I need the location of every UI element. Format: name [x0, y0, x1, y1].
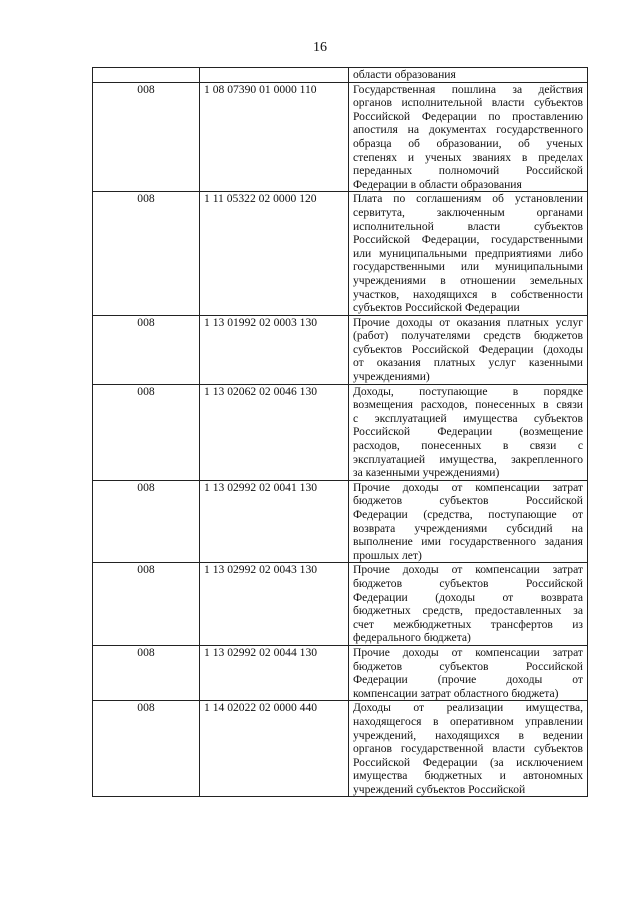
name-line: выполнение ими государственного задания [353, 535, 583, 549]
revenue-name-cell [349, 82, 588, 192]
admin-code-cell: 008 [93, 645, 200, 700]
revenue-name-cell [349, 68, 588, 83]
admin-code-cell: 008 [93, 192, 200, 315]
name-line: возврата учреждениями субсидий на [353, 521, 583, 535]
name-line: учреждений, находящихся в ведении [353, 728, 583, 742]
name-line: счет межбюджетных трансфертов из [353, 617, 583, 631]
name-line: находящегося в оперативном управлении [353, 714, 583, 728]
revenue-code-cell: 1 13 02062 02 0046 130 [200, 384, 349, 480]
admin-code-cell: 008 [93, 384, 200, 480]
name-line: бюджетных средств, предоставленных за [353, 604, 583, 618]
name-line: учреждениями в отношении земельных [353, 273, 583, 287]
name-line: Прочие доходы от компенсации затрат [353, 480, 583, 494]
name-line: с эксплуатацией имущества субъектов [353, 411, 583, 425]
name-line: Федерации (доходы от возврата [353, 590, 583, 604]
name-line: переданных полномочий Российской [353, 164, 583, 178]
admin-code-cell: 008 [93, 315, 200, 384]
table-row [93, 480, 588, 563]
admin-code-cell: 008 [93, 480, 200, 563]
name-line: расходов, понесенных в связи с [353, 439, 583, 453]
name-line: от оказания платных услуг казенными [353, 356, 583, 370]
table-row [93, 192, 588, 315]
table-body [93, 68, 588, 797]
name-line: учреждениями) [353, 370, 430, 384]
admin-code-cell: 008 [93, 563, 200, 646]
table-row [93, 645, 588, 700]
table-row [93, 701, 588, 797]
name-line: исполнительной власти субъектов [353, 219, 583, 233]
revenue-code-cell: 1 14 02022 02 0000 440 [200, 701, 349, 797]
name-line: Прочие доходы от оказания платных услуг [353, 315, 583, 329]
name-line: бюджетов субъектов Российской [353, 659, 583, 673]
name-line: субъектов Российской Федерации [353, 301, 520, 315]
name-line: Доходы от реализации имущества, [353, 701, 583, 715]
revenue-code-cell: 1 13 02992 02 0044 130 [200, 645, 349, 700]
name-line: участков, находящихся в собственности [353, 287, 583, 301]
table-row [93, 563, 588, 646]
name-line: Прочие доходы от компенсации затрат [353, 563, 583, 577]
revenue-name-cell [349, 701, 588, 797]
revenue-code-cell: 1 08 07390 01 0000 110 [200, 82, 349, 192]
name-line: Российской Федерации (за исключением [353, 755, 583, 769]
revenue-code-cell: 1 13 02992 02 0041 130 [200, 480, 349, 563]
name-line: бюджетов субъектов Российской [353, 576, 583, 590]
page-number: 16 [313, 40, 327, 55]
name-line: Российской Федерации (возмещение [353, 425, 583, 439]
revenue-name-cell [349, 563, 588, 646]
name-line: государственными или муниципальными [353, 260, 583, 274]
name-line: органов исполнительной власти субъектов [353, 96, 583, 110]
revenue-name-cell [349, 480, 588, 563]
revenue-code-cell: 1 11 05322 02 0000 120 [200, 192, 349, 315]
table-row [93, 384, 588, 480]
name-line: (работ) получателями средств бюджетов [353, 329, 583, 343]
name-line: федерального бюджета) [353, 631, 471, 645]
revenue-code-cell [200, 68, 349, 83]
name-line: или муниципальными предприятиями либо [353, 246, 583, 260]
name-line: сервитута, заключенным органами [353, 205, 583, 219]
table-row [93, 68, 588, 83]
revenue-codes-table [92, 67, 588, 797]
revenue-code-cell: 1 13 02992 02 0043 130 [200, 563, 349, 646]
name-line: Федерации в области образования [353, 177, 522, 191]
name-line: Российской Федерации, государственными [353, 233, 583, 247]
name-line: области образования [353, 68, 456, 81]
revenue-name-cell [349, 384, 588, 480]
name-line: учреждений субъектов Российской [353, 782, 526, 796]
name-line: Федерации (средства, поступающие от [353, 508, 583, 521]
name-line: образца об образовании, об ученых [353, 136, 583, 150]
name-line: Российской Федерации по проставлению [353, 109, 583, 123]
revenue-code-cell: 1 13 01992 02 0003 130 [200, 315, 349, 384]
name-line: Прочие доходы от компенсации затрат [353, 645, 583, 659]
table-row [93, 315, 588, 384]
name-line: эксплуатацией имущества, закрепленного [353, 452, 583, 466]
name-line: возмещения расходов, понесенных в связи [353, 398, 583, 412]
name-line: за казенными учреждениями) [353, 466, 500, 480]
name-line: субъектов Российской Федерации (доходы [353, 342, 583, 356]
revenue-name-cell [349, 645, 588, 700]
name-line: Доходы, поступающие в порядке [353, 384, 583, 398]
name-line: бюджетов субъектов Российской [353, 494, 583, 508]
admin-code-cell: 008 [93, 82, 200, 192]
name-line: Федерации (прочие доходы от [353, 673, 583, 687]
name-line: имущества бюджетных и автономных [353, 769, 583, 783]
revenue-name-cell [349, 315, 588, 384]
name-line: Государственная пошлина за действия [353, 82, 583, 96]
name-line: Плата по соглашениям об установлении [353, 192, 583, 206]
table-row [93, 82, 588, 192]
name-line: органов государственной власти субъектов [353, 742, 583, 756]
admin-code-cell [93, 68, 200, 83]
name-line: апостиля на документах государственного [353, 123, 583, 137]
name-line: степенях и ученых званиях в пределах [353, 150, 583, 164]
name-line: прошлых лет) [353, 548, 422, 562]
name-line: компенсации затрат областного бюджета) [353, 686, 559, 700]
revenue-name-cell [349, 192, 588, 315]
admin-code-cell: 008 [93, 701, 200, 797]
